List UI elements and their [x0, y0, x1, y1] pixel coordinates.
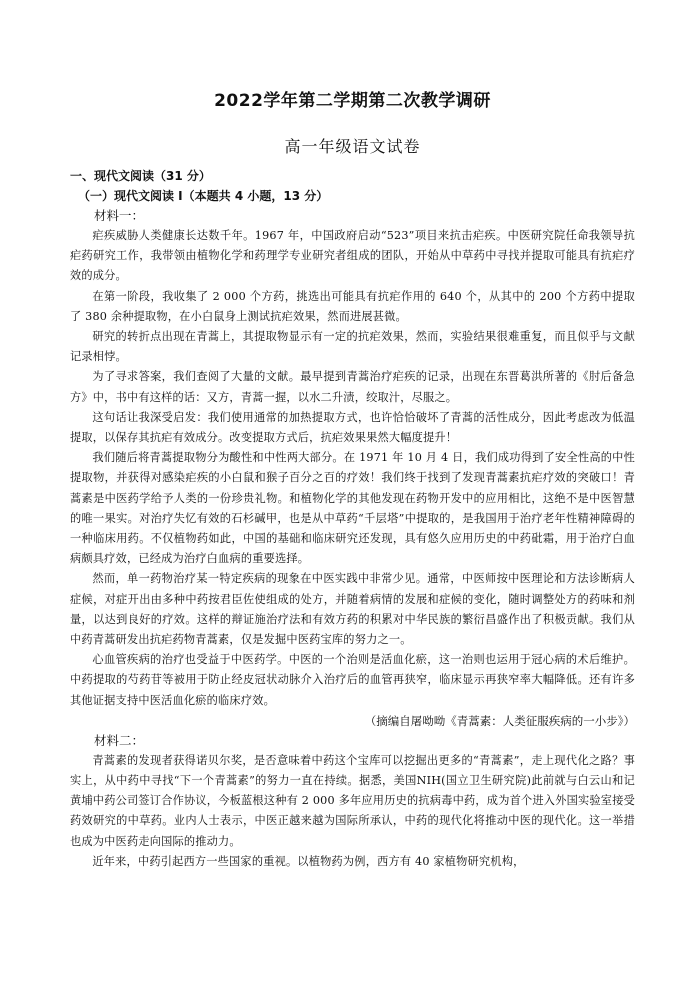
exam-subtitle: 高一年级语文试卷 [284, 137, 421, 156]
paragraph: 我们随后将青蒿提取物分为酸性和中性两大部分。在 1971 年 10 月 4 日，我们成功得到了安全性高的中性提取物，并获得对感染疟疾的小白鼠和猴子百分之百的疗效！我们终于找到了发现青蒿素抗疟疗效的突破口！青蒿素是中医药学给予人类的一份珍贵礼物。和植物化学的其他发现在药物开发中的应用相比，这绝不是中医智慧的唯一果实。对治疗失忆有效的石杉碱甲，也是从中草药“千层塔”中提取的，是我国用于治疗老年性精神障碍的一种临床用药。不仅植物药如此，中国的基础和临床研究还发现，具有悠久应用历史的中药砒霜，用于治疗白血病颇具疗效，已经成为治疗白血病的重要选择。 [70, 451, 635, 566]
paragraph: 为了寻求答案，我们查阅了大量的文献。最早提到青蒿治疗疟疾的记录，出现在东晋葛洪所著的《肘后备急方》中，书中有这样的话：又方，青蒿一握，以水二升渍，绞取汁，尽服之。 [70, 370, 635, 404]
paragraph: 近年来，中药引起西方一些国家的重视。以植物药为例，西方有 40 家植物研究机构， [92, 854, 525, 868]
paragraph: 青蒿素的发现者获得诺贝尔奖，是否意味着中药这个宝库可以挖掘出更多的“青蒿素”，走上现代化之路？事实上，从中药中寻找“下一个青蒿素”的努力一直在持续。据悉，美国NIH(国立卫生研究院)此前就与白云山和记黄埔中药公司签订合作协议，今板蓝根这种有 2 000 多年应用历史的抗病毒中药，成为首个进入外国实验室接受药效研究的中草药。业内人士表示，中医正越来越为国际所承认，中药的现代化将推动中医的现代化。这一举措也成为中医药走向国际的推动力。 [70, 753, 635, 848]
exam-title: 2022学年第二学期第二次教学调研 [214, 91, 491, 111]
material-one-label: 材料一： [94, 208, 145, 223]
paragraph: 这句话让我深受启发：我们使用通常的加热提取方式，也许恰恰破坏了青蒿的活性成分，因此考虑改为低温提取，以保存其抗疟有效成分。改变提取方式后，抗疟效果果然大幅度提升！ [70, 410, 635, 445]
paragraph: 然而，单一药物治疗某一特定疾病的现象在中医实践中非常少见。通常，中医师按中医理论和方法诊断病人症候，对症开出由多种中药按君臣佐使组成的处方，并随着病情的发展和症候的变化，随时调整处方的药味和剂量，以达到良好的疗效。这样的辩证施治疗法和有效方药的积累对中华民族的繁衍昌盛作出了积极贡献。我们从中药青蒿研发出抗疟药物青蒿素，仅是发掘中医药宝库的努力之一。 [70, 572, 635, 647]
paragraph: 心血管疾病的治疗也受益于中医药学。中医的一个治则是活血化瘀，这一治则也运用于冠心病的术后维护。中药提取的芍药苷等被用于防止经皮冠状动脉介入治疗后的血管再狭窄，临床显示再狭窄率大幅降低。还有许多其他证据支持中医活血化瘀的临床疗效。 [70, 653, 635, 707]
material-one-source: （摘编自屠呦呦《青蒿素：人类征服疾病的一小步》） [364, 713, 635, 728]
paragraph: 疟疾威胁人类健康长达数千年。1967 年，中国政府启动“523”项目来抗击疟疾。中医研究院任命我领导抗疟药研究工作，我带领由植物化学和药理学专业研究者组成的团队，开始从中草药中寻找并提取可能具有抗疟疗效的成分。 [70, 229, 635, 283]
subsection-heading: （一）现代文阅读 I（本题共 4 小题，13 分） [78, 189, 329, 203]
paragraph: 在第一阶段，我收集了 2 000 个方药，挑选出可能具有抗疟作用的 640 个，从其中的 200 个方药中提取了 380 余种提取物，在小白鼠身上测试抗疟效果，然而进展甚微。 [70, 289, 635, 323]
material-two-label: 材料二： [94, 732, 145, 748]
paragraph: 研究的转折点出现在青蒿上，其提取物显示有一定的抗疟效果，然而，实验结果很难重复，而且似乎与文献记录相悖。 [70, 330, 635, 364]
section-heading: 一、现代文阅读（31 分） [70, 169, 211, 183]
